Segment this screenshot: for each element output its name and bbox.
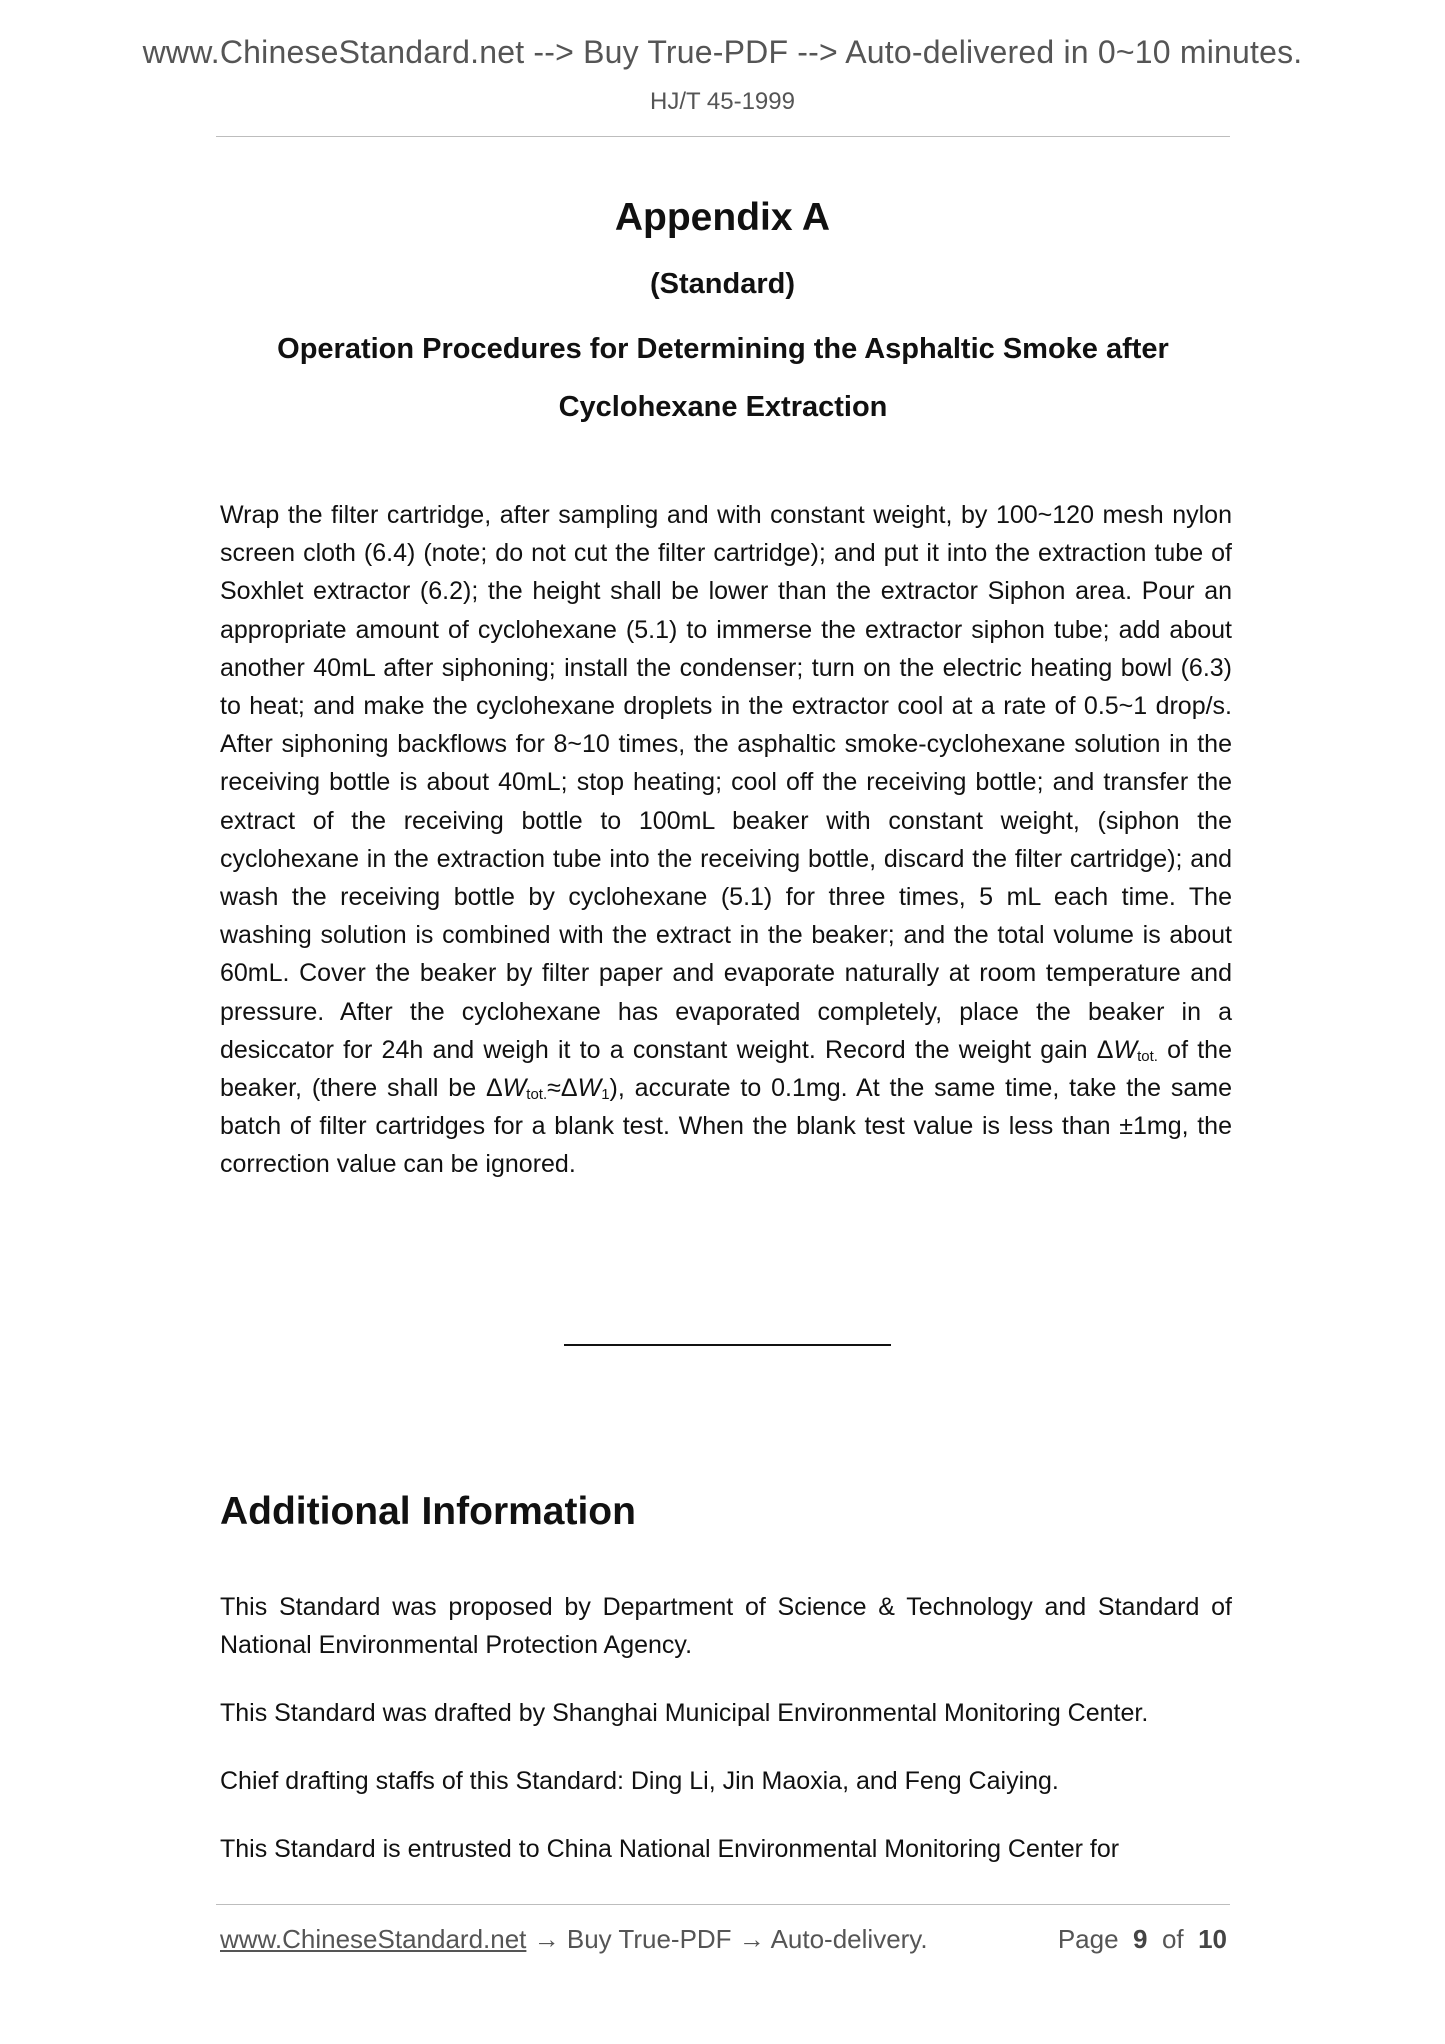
header-divider <box>216 136 1230 137</box>
w-symbol: W <box>502 1074 527 1103</box>
additional-paragraph: Chief drafting staffs of this Standard: Ding Li, Jin Maoxia, and Feng Caiying. <box>220 1767 1059 1795</box>
procedure-text-a: Wrap the filter cartridge, after sampling and with constant weight, by 100~120 mesh nylon screen cloth (6.4) (note; do not cut the filter cartridge); and put it into the extraction tube of Soxhlet extractor (6.2); the height shall be lower than the extractor Siphon area. Pour an appropriate amount of cyclohexane (5.1) to immerse the extractor siphon tube; add about another 40mL after siphoning; install the condenser; turn on the electric heating bowl (6.3) to heat; and make the cyclohexane droplets in the extractor cool at a rate of 0.5~1 drop/s. After siphoning backflows for 8~10 times, the asphaltic smoke-cyclohexane solution in the receiving bottle is about 40mL; stop heating; cool off the receiving bottle; and transfer the extract of the receiving bottle to 100mL beaker with constant weight, (siphon the cyclohexane in the extraction tube into the receiving bottle, discard the filter cartridge); and wash the receiving bottle by cyclohexane (5.1) for three times, 5 mL each time. The washing solution is combined with the extract in the beaker; and the total volume is about 60mL. Cover the beaker by filter paper and evaporate naturally at room temperature and pressure. After the cyclohexane has evaporated completely, place the beaker in a desiccator for 24h and weigh it to a constant weight. Record the weight gain <box>220 501 1232 1064</box>
page-current: 9 <box>1133 1924 1148 1954</box>
w-symbol: W <box>577 1074 602 1103</box>
footer-site-link[interactable]: www.ChineseStandard.net <box>220 1924 527 1954</box>
page-label: Page <box>1057 1924 1119 1954</box>
footer-promo-text: → Buy True-PDF → Auto-delivery. <box>526 1924 928 1954</box>
delta-symbol: Δ <box>1096 1035 1114 1064</box>
subscript-1: 1 <box>601 1086 610 1104</box>
additional-info-title: Additional Information <box>220 1490 636 1533</box>
delta-symbol: Δ <box>485 1074 503 1103</box>
procedure-text-b: of the beaker, (there shall be <box>220 1035 1232 1103</box>
additional-paragraph: This Standard was proposed by Department of Science & Technology and Standard of National Environmental Protection Agency. <box>220 1593 1232 1660</box>
approx-symbol: ≈ <box>547 1074 561 1103</box>
appendix-subtitle: (Standard) <box>650 268 795 300</box>
additional-paragraph: This Standard was drafted by Shanghai Municipal Environmental Monitoring Center. <box>220 1699 1149 1727</box>
site-banner: www.ChineseStandard.net --> Buy True-PDF --> Auto-delivered in 0~10 minutes. <box>142 34 1303 70</box>
footer-promo <box>220 1924 928 1955</box>
appendix-title: Appendix A <box>614 196 831 239</box>
subscript-tot: tot. <box>1137 1047 1158 1065</box>
subscript-tot: tot. <box>526 1086 548 1104</box>
w-symbol: W <box>1113 1035 1138 1064</box>
page-indicator <box>1058 1924 1227 1955</box>
procedure-text-c: ), accurate to 0.1mg. At the same time, take the same batch of filter cartridges for a blank test. When the blank test value is less than ±1mg, the correction value can be ignored. <box>220 1074 1232 1179</box>
footer-divider <box>216 1904 1230 1905</box>
page-total: 10 <box>1198 1924 1227 1954</box>
appendix-heading: Operation Procedures for Determining the Asphaltic Smoke after Cyclohexane Extraction <box>277 333 1169 423</box>
of-label: of <box>1161 1924 1184 1954</box>
standard-number: HJ/T 45-1999 <box>650 88 795 115</box>
additional-paragraph: This Standard is entrusted to China National Environmental Monitoring Center for <box>220 1835 1120 1863</box>
procedure-paragraph <box>220 496 1232 1184</box>
delta-symbol: Δ <box>560 1074 578 1103</box>
appendix-end-rule <box>564 1344 891 1346</box>
